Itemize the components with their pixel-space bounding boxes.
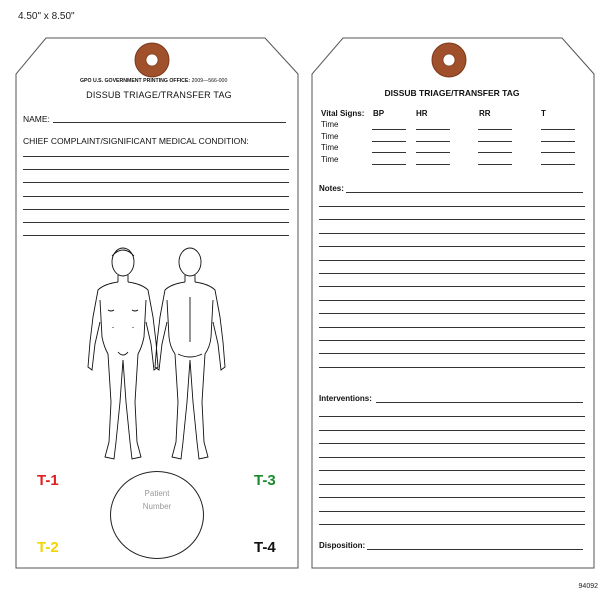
gpo-imprint bbox=[80, 78, 227, 84]
notes-line[interactable] bbox=[319, 300, 585, 301]
front-grommet-icon bbox=[133, 41, 171, 79]
interventions-first-line[interactable] bbox=[376, 402, 583, 403]
vital-field[interactable] bbox=[372, 141, 406, 142]
vital-field[interactable] bbox=[416, 164, 450, 165]
interventions-line[interactable] bbox=[319, 497, 585, 498]
name-field[interactable] bbox=[53, 122, 286, 123]
vital-field[interactable] bbox=[416, 152, 450, 153]
patient-number-circle[interactable] bbox=[110, 471, 204, 559]
notes-line[interactable] bbox=[319, 367, 585, 368]
vital-field[interactable] bbox=[372, 164, 406, 165]
complaint-line[interactable] bbox=[23, 222, 289, 223]
vital-field[interactable] bbox=[416, 141, 450, 142]
vital-field[interactable] bbox=[478, 164, 512, 165]
col-hr: HR bbox=[416, 109, 428, 118]
back-grommet-icon bbox=[430, 41, 468, 79]
notes-line[interactable] bbox=[319, 246, 585, 247]
interventions-line[interactable] bbox=[319, 470, 585, 471]
name-label: NAME: bbox=[23, 114, 50, 124]
notes-line[interactable] bbox=[319, 286, 585, 287]
notes-line[interactable] bbox=[319, 219, 585, 220]
notes-line[interactable] bbox=[319, 206, 585, 207]
patient-label: Patient bbox=[144, 489, 170, 498]
back-body-figure bbox=[155, 248, 225, 459]
time-label: Time bbox=[321, 120, 339, 129]
interventions-line[interactable] bbox=[319, 524, 585, 525]
disposition-label: Disposition: bbox=[319, 541, 366, 550]
interventions-label: Interventions: bbox=[319, 394, 372, 403]
complaint-line[interactable] bbox=[23, 156, 289, 157]
vital-signs-label: Vital Signs: bbox=[321, 109, 365, 118]
complaint-line[interactable] bbox=[23, 169, 289, 170]
notes-line[interactable] bbox=[319, 313, 585, 314]
vital-field[interactable] bbox=[541, 129, 575, 130]
interventions-line[interactable] bbox=[319, 511, 585, 512]
complaint-line[interactable] bbox=[23, 196, 289, 197]
vital-field[interactable] bbox=[372, 129, 406, 130]
interventions-line[interactable] bbox=[319, 416, 585, 417]
complaint-line[interactable] bbox=[23, 182, 289, 183]
vital-field[interactable] bbox=[541, 152, 575, 153]
vital-field[interactable] bbox=[416, 129, 450, 130]
vital-field[interactable] bbox=[478, 152, 512, 153]
col-bp: BP bbox=[373, 109, 385, 118]
interventions-line[interactable] bbox=[319, 484, 585, 485]
triage-code-t3: T-3 bbox=[254, 472, 276, 489]
product-code: 94092 bbox=[578, 583, 598, 590]
notes-label: Notes: bbox=[319, 184, 344, 193]
size-label: 4.50" x 8.50" bbox=[18, 11, 75, 22]
vital-field[interactable] bbox=[478, 141, 512, 142]
back-title: DISSUB TRIAGE/TRANSFER TAG bbox=[384, 88, 520, 98]
gpo-number: 2009—566-000 bbox=[191, 78, 228, 84]
vital-field[interactable] bbox=[541, 141, 575, 142]
vital-field[interactable] bbox=[478, 129, 512, 130]
col-rr: RR bbox=[479, 109, 491, 118]
front-body-figure bbox=[88, 248, 158, 459]
interventions-line[interactable] bbox=[319, 443, 585, 444]
body-diagram bbox=[78, 242, 238, 467]
time-label: Time bbox=[321, 154, 339, 164]
complaint-line[interactable] bbox=[23, 235, 289, 236]
gpo-office: U.S. GOVERNMENT PRINTING OFFICE: bbox=[92, 78, 191, 84]
notes-first-line[interactable] bbox=[346, 192, 583, 193]
disposition-line[interactable] bbox=[367, 549, 583, 550]
notes-line[interactable] bbox=[319, 233, 585, 234]
vital-field[interactable] bbox=[541, 164, 575, 165]
triage-code-t1: T-1 bbox=[37, 472, 59, 489]
notes-line[interactable] bbox=[319, 327, 585, 328]
notes-line[interactable] bbox=[319, 260, 585, 261]
complaint-line[interactable] bbox=[23, 209, 289, 210]
complaint-label: CHIEF COMPLAINT/SIGNIFICANT MEDICAL CONDITION: bbox=[23, 136, 249, 146]
front-title: DISSUB TRIAGE/TRANSFER TAG bbox=[86, 90, 232, 100]
vital-field[interactable] bbox=[372, 152, 406, 153]
number-label: Number bbox=[142, 502, 172, 511]
notes-line[interactable] bbox=[319, 340, 585, 341]
time-label: Time bbox=[321, 131, 339, 141]
time-label: Time bbox=[321, 143, 339, 152]
notes-line[interactable] bbox=[319, 353, 585, 354]
triage-code-t4: T-4 bbox=[254, 539, 276, 556]
gpo-logo: GPO bbox=[80, 78, 92, 84]
notes-line[interactable] bbox=[319, 273, 585, 274]
triage-code-t2: T-2 bbox=[37, 539, 59, 556]
interventions-line[interactable] bbox=[319, 457, 585, 458]
col-t: T bbox=[541, 109, 546, 118]
interventions-line[interactable] bbox=[319, 430, 585, 431]
